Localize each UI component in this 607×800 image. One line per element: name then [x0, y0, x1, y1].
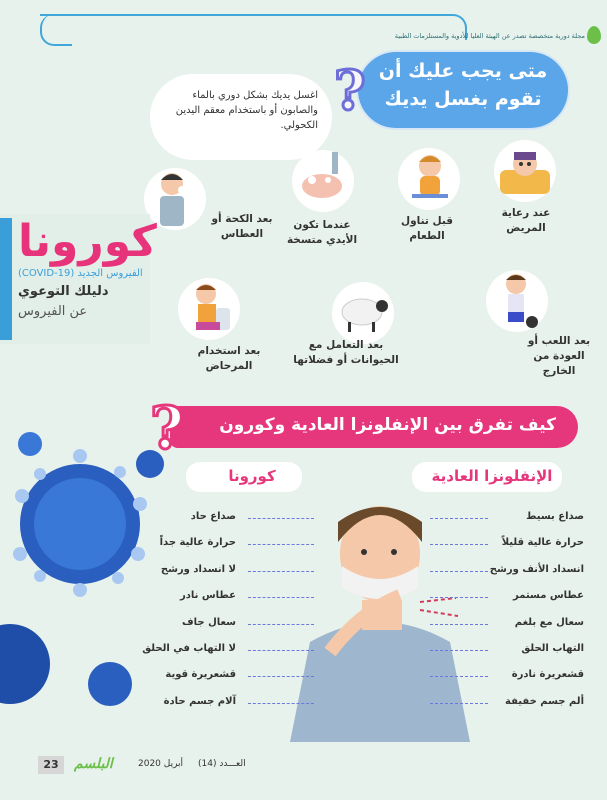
- virus-graphic: [0, 404, 170, 734]
- label-patient-care: عند رعاية المريض: [501, 207, 551, 234]
- info-bubble: [150, 74, 332, 160]
- flu-symptom: ألم جسم خفيفة: [505, 695, 584, 707]
- corona-arrow: [248, 597, 314, 598]
- corona-symptom: صداع حاد: [190, 511, 236, 522]
- label-before-eating: قبل تناول الطعام: [401, 215, 453, 242]
- coughing-man-illustration: [280, 492, 480, 742]
- top-decoration: [0, 0, 607, 48]
- corona-arrow: [248, 650, 314, 651]
- issue-number: العـــدد (14): [198, 759, 246, 769]
- side-title-corona: كورونا: [18, 216, 157, 267]
- label-after-playing: بعد اللعب أو العودة من الخارج: [527, 335, 591, 377]
- flu-symptom: قشعريرة نادرة: [511, 669, 584, 681]
- flu-arrow: [430, 544, 488, 545]
- sick-patient-icon: [494, 140, 556, 202]
- top-frame-arc: [40, 14, 72, 46]
- drop-logo-icon: [587, 26, 601, 44]
- label-after-toilet: بعد استخدام المرحاض: [197, 345, 261, 372]
- hand-wash-title-line1: متى يجب عليك أن: [378, 60, 548, 82]
- magazine-tagline: مجلة دورية متخصصة تصدر عن الهيئة العليا للأدوية والمستلزمات الطبية: [394, 32, 585, 40]
- corona-symptom: قشعريرة قوية: [165, 669, 236, 681]
- flu-arrow: [430, 676, 488, 677]
- brand-logo: البلسم: [74, 756, 113, 772]
- side-about: عن الفيروس: [18, 304, 88, 319]
- flu-column-header: الإنفلونزا العادية: [431, 467, 553, 485]
- flu-arrow: [430, 624, 488, 625]
- sheep-icon: [332, 282, 394, 344]
- question-mark-icon: ?: [334, 58, 366, 122]
- label-after-animals: بعد التعامل مع الحيوانات أو فضلاتها: [293, 339, 399, 366]
- page-number: 23: [38, 756, 64, 774]
- issue-date: أبريل 2020: [138, 759, 184, 769]
- info-text: اغسل يديك بشكل دوري بالماء والصابون أو باستخدام معقم اليدين الكحولي.: [175, 90, 318, 131]
- flu-symptom: التهاب الحلق: [521, 643, 584, 654]
- toilet-boy-icon: [178, 278, 240, 340]
- corona-symptom: سعال جاف: [182, 616, 236, 628]
- corona-arrow: [248, 518, 314, 519]
- flu-symptom: انسداد الأنف ورشح: [489, 563, 584, 575]
- comparison-title: كيف تفرق بين الإنفلونزا العادية وكورون: [219, 415, 556, 435]
- flu-symptom: حرارة عالية قليلاً: [501, 537, 584, 549]
- corona-column-header: كورونا: [228, 467, 276, 485]
- side-guide: دليلك التوعوي: [18, 284, 109, 299]
- corona-symptom: عطاس نادر: [179, 590, 236, 602]
- label-after-sneezing: بعد الكحة أو العطاس: [211, 213, 273, 240]
- corona-arrow: [248, 544, 314, 545]
- corona-symptom: آلام جسم حادة: [163, 695, 236, 707]
- corona-symptom: حرارة عالية جداً: [159, 537, 236, 549]
- flu-arrow: [430, 597, 488, 598]
- corona-arrow: [248, 703, 314, 704]
- question-mark-icon: ?: [150, 394, 184, 462]
- corona-arrow: [248, 571, 314, 572]
- flu-arrow: [430, 571, 488, 572]
- side-accent-bar: [0, 218, 12, 340]
- flu-arrow: [430, 518, 488, 519]
- label-dirty-hands: عندما تكون الأيدي متسخة: [286, 219, 358, 246]
- flu-arrow: [430, 650, 488, 651]
- eating-child-icon: [398, 148, 460, 210]
- corona-symptom: لا انسداد ورشح: [160, 563, 236, 575]
- flu-symptom: عطاس مستمر: [513, 590, 584, 602]
- corona-symptom: لا التهاب في الحلق: [142, 643, 236, 654]
- corona-arrow: [248, 624, 314, 625]
- hand-washing-icon: [292, 150, 354, 212]
- hand-wash-title-bubble: [358, 52, 568, 128]
- corona-arrow: [248, 676, 314, 677]
- football-boy-icon: [486, 270, 548, 332]
- side-subtitle: الفيروس الجديد (COVID-19): [18, 268, 143, 279]
- flu-arrow: [430, 703, 488, 704]
- flu-symptom: سعال مع بلغم: [514, 616, 584, 628]
- comparison-banner: [170, 406, 578, 448]
- flu-symptom: صداع بسيط: [526, 511, 584, 522]
- hand-wash-title-line2: تقوم بغسل يديك: [384, 88, 542, 110]
